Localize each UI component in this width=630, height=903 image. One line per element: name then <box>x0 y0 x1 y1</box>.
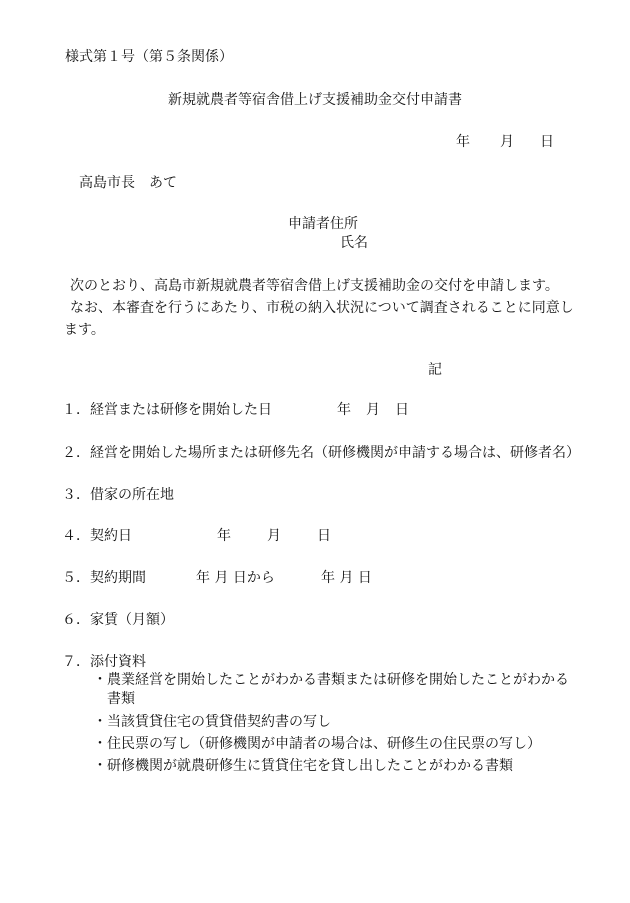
applicant-name-label: 氏名 <box>340 235 368 251</box>
item-1-day: 日 <box>395 402 409 418</box>
item-1-year: 年 <box>337 402 351 418</box>
date-day: 日 <box>540 134 554 150</box>
item-4-year: 年 <box>217 528 231 544</box>
attachment-bullet-3: ・住民票の写し（研修機関が申請者の場合は、研修生の住民票の写し） <box>93 736 541 752</box>
document-title: 新規就農者等宿舎借上げ支援補助金交付申請書 <box>168 92 462 108</box>
item-5-from: 年 月 日から <box>196 570 275 586</box>
ki-heading: 記 <box>428 362 442 378</box>
item-2-label: ２．経営を開始した場所または研修先名（研修機関が申請する場合は、研修者名） <box>62 445 580 461</box>
attachment-bullet-2: ・当該賃貸住宅の賃貸借契約書の写し <box>93 714 331 730</box>
item-1-month: 月 <box>366 402 380 418</box>
date-month: 月 <box>500 134 514 150</box>
item-4-month: 月 <box>267 528 281 544</box>
applicant-address-label: 申請者住所 <box>288 216 358 232</box>
item-4-label: ４．契約日 <box>62 528 132 544</box>
item-4-day: 日 <box>317 528 331 544</box>
item-3-label: ３．借家の所在地 <box>62 487 174 503</box>
item-5-to: 年 月 日 <box>321 570 372 586</box>
body-paragraph-2: なお、本審査を行うにあたり、市税の納入状況について調査されることに同意し <box>70 300 574 316</box>
item-1-label: １．経営または研修を開始した日 <box>62 402 272 418</box>
item-5-label: ５．契約期間 <box>62 570 146 586</box>
date-year: 年 <box>456 134 470 150</box>
attachment-bullet-1: ・農業経営を開始したことがわかる書類または研修を開始したことがわかる <box>93 672 569 688</box>
item-6-label: ６．家賃（月額） <box>62 612 174 628</box>
attachment-bullet-4: ・研修機関が就農研修生に賃貸住宅を貸し出したことがわかる書類 <box>93 758 513 774</box>
attachment-bullet-1-continued: 書類 <box>107 691 135 707</box>
addressee: 高島市長 あて <box>79 175 177 191</box>
body-paragraph-1: 次のとおり、高島市新規就農者等宿舎借上げ支援補助金の交付を申請します。 <box>70 278 559 294</box>
form-number: 様式第１号（第５条関係） <box>65 49 233 65</box>
body-paragraph-3: ます。 <box>64 322 105 338</box>
item-7-label: ７．添付資料 <box>62 654 146 670</box>
